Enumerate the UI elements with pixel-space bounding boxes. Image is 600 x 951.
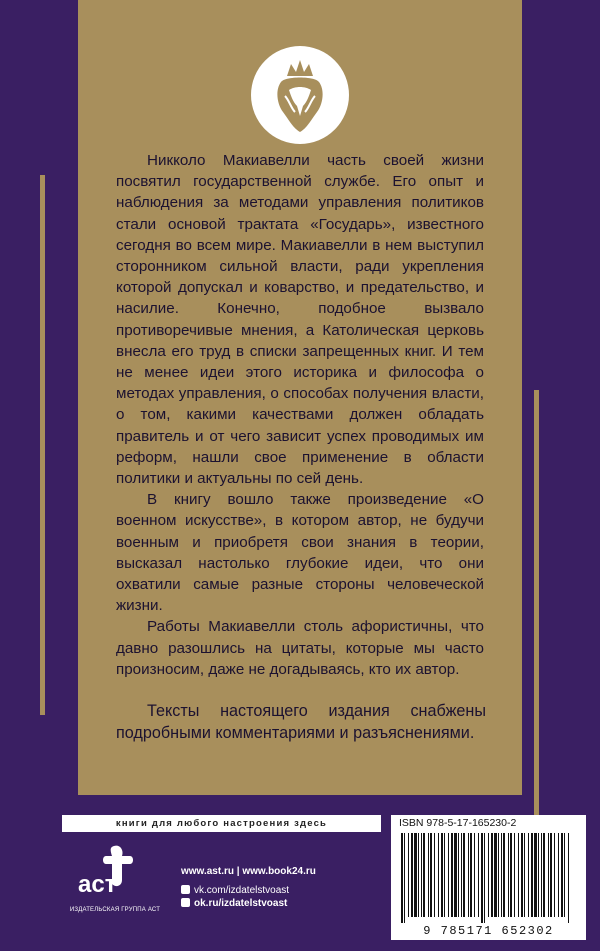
- ast-logo-icon: [76, 842, 142, 898]
- barcode-area: [391, 815, 586, 940]
- closing-paragraph: Тексты настоящего издания снабжены подробными комментариями и разъяснениями.: [116, 702, 486, 742]
- lion-crown-icon: [251, 46, 349, 144]
- ok-icon: [181, 898, 190, 907]
- tagline-banner: книги для любого настроения здесь: [62, 815, 381, 832]
- website-links[interactable]: www.ast.ru | www.book24.ru: [181, 866, 316, 877]
- ok-link[interactable]: [181, 898, 287, 909]
- vk-link[interactable]: [181, 885, 289, 896]
- closing-text: [116, 700, 486, 744]
- paragraph-3: Работы Макиавелли столь афористичны, что давно разошлись на цитаты, которые мы часто произносим, даже не догадываясь, кто их автор.: [116, 618, 484, 678]
- gold-line-right: [534, 390, 539, 830]
- paragraph-1: Никколо Макиавелли часть своей жизни посвятил государственной службе. Его опыт и наблюдения за методами управления политиков стали основой трактата «Государь», известного сегодня во всем мире. Макиавелли в нем выступил сторонником сильной власти, ради укрепления которой допускал и коварство, и предательство, и насилие. Конечно, подобное вызвало противоречивые мнения, а Католическая церковь внесла его труд в списки запрещенных книг. И тем не менее идеи этого историка и философа о методах управления, о способах получения власти, о том, какими качествами должен обладать правитель и от чего зависит успех проводимых им реформ, нашли свое применение в области политики и актуальны по сей день.: [116, 152, 484, 488]
- ast-logo-text: аст: [78, 871, 117, 898]
- vk-link-text: vk.com/izdatelstvoast: [194, 885, 290, 896]
- ok-link-text: ok.ru/izdatelstvoast: [194, 898, 288, 909]
- publisher-group-name: ИЗДАТЕЛЬСКАЯ ГРУППА АСТ: [69, 907, 161, 913]
- isbn-label: ISBN 978-5-17-165230-2: [399, 817, 517, 829]
- gold-line-left: [40, 175, 45, 715]
- barcode-bars: [401, 833, 577, 923]
- annotation-text: [116, 150, 484, 680]
- publisher-emblem: [251, 46, 349, 144]
- paragraph-2: В книгу вошло также произведение «О военном искусстве», в котором автор, не будучи военным и приобретя свои знания в теории, высказал настолько глубокие идеи, что они охватили самые разные стороны человеческой жизни.: [116, 491, 484, 615]
- barcode-digits: 9 785171 652302: [423, 924, 554, 938]
- vk-icon: [181, 885, 190, 894]
